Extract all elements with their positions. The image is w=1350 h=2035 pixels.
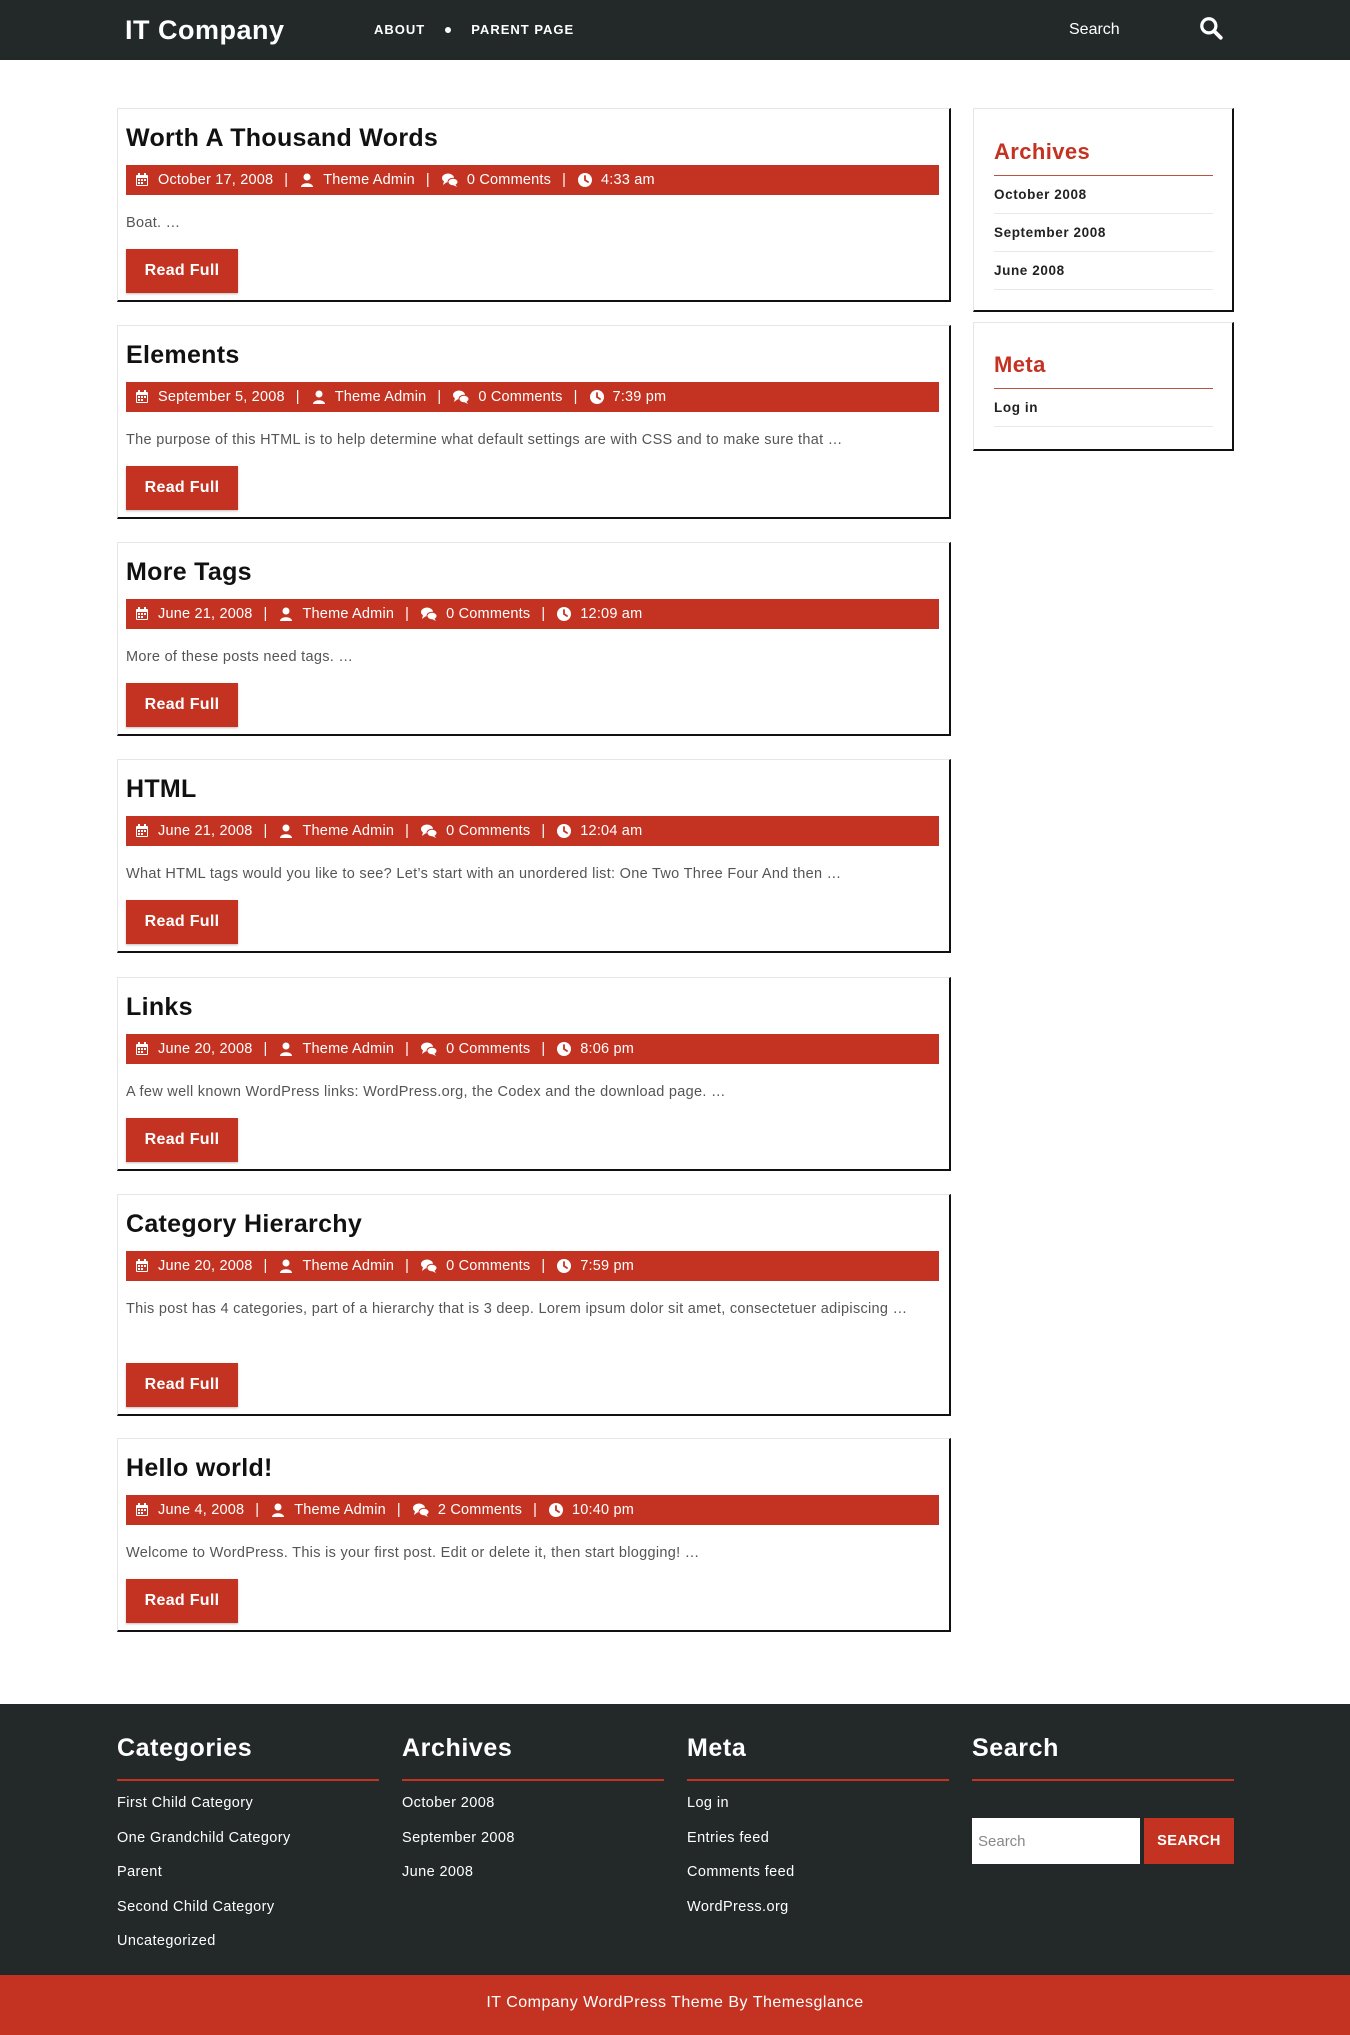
post-title[interactable]: Category Hierarchy (126, 1210, 363, 1238)
post-author[interactable]: Theme Admin (294, 1502, 386, 1518)
widget-title: Meta (994, 352, 1046, 377)
copyright-bar: IT Company WordPress Theme By Themesglance (0, 1975, 1350, 2035)
read-full-button[interactable]: Read Full (126, 1363, 238, 1407)
meta-separator: | (541, 1041, 546, 1057)
meta-link[interactable]: WordPress.org (687, 1898, 789, 1915)
post-card (117, 977, 951, 1171)
post-comments[interactable]: 2 Comments (437, 1502, 523, 1518)
post-author[interactable]: Theme Admin (302, 1041, 395, 1057)
post-excerpt: Boat. … (126, 215, 181, 231)
comments-icon (452, 389, 470, 405)
site-header (0, 0, 1350, 60)
footer-archives-list (402, 1793, 664, 1897)
post-title[interactable]: Worth A Thousand Words (126, 124, 439, 152)
post-time: 8:06 pm (580, 1041, 635, 1057)
post-title[interactable]: HTML (126, 775, 197, 803)
footer-divider (117, 1779, 379, 1781)
site-footer (0, 1704, 1350, 1975)
post-comments[interactable]: 0 Comments (446, 1041, 531, 1057)
post-meta-bar (126, 1495, 939, 1525)
post-date[interactable]: June 21, 2008 (158, 606, 253, 622)
sidebar-archives-widget (973, 108, 1234, 312)
post-meta-bar (126, 1034, 939, 1064)
meta-separator: | (425, 172, 430, 188)
user-icon (278, 1258, 294, 1274)
meta-separator: | (263, 1041, 268, 1057)
footer-column-title: Search (972, 1734, 1059, 1762)
user-icon (278, 606, 294, 622)
read-full-button[interactable]: Read Full (126, 249, 238, 293)
footer-divider (687, 1779, 949, 1781)
footer-search-input[interactable] (972, 1818, 1140, 1864)
clock-icon (548, 1502, 564, 1518)
post-author[interactable]: Theme Admin (302, 823, 395, 839)
post-title[interactable]: More Tags (126, 558, 252, 586)
post-excerpt: What HTML tags would you like to see? Let’s start with an unordered list: One Two Three Four And then … (126, 866, 842, 882)
post-excerpt: This post has 4 categories, part of a hierarchy that is 3 deep. Lorem ipsum dolor sit amet, consectetuer adipiscing … (126, 1301, 908, 1317)
post-title[interactable]: Elements (126, 341, 240, 369)
post-excerpt: A few well known WordPress links: WordPress.org, the Codex and the download page. … (126, 1084, 726, 1100)
post-time: 12:04 am (580, 823, 643, 839)
meta-separator: | (263, 1258, 268, 1274)
post-card (117, 1194, 951, 1416)
comments-icon (420, 1258, 438, 1274)
footer-meta (687, 1734, 949, 1931)
meta-separator: | (541, 1258, 546, 1274)
archive-link[interactable]: June 2008 (402, 1864, 474, 1880)
post-author[interactable]: Theme Admin (334, 389, 427, 405)
footer-categories (117, 1734, 379, 1966)
meta-separator: | (295, 389, 300, 405)
post-card (117, 108, 951, 302)
calendar-icon (134, 606, 150, 622)
magnifier-icon[interactable] (1198, 15, 1224, 41)
calendar-icon (134, 389, 150, 405)
meta-separator: | (405, 1258, 410, 1274)
post-card (117, 759, 951, 953)
post-excerpt: Welcome to WordPress. This is your first post. Edit or delete it, then start blogging! … (126, 1545, 700, 1561)
meta-separator: | (437, 389, 442, 405)
category-link[interactable]: One Grandchild Category (117, 1829, 291, 1846)
footer-categories-list (117, 1793, 379, 1966)
user-icon (278, 1041, 294, 1057)
read-full-button[interactable]: Read Full (126, 900, 238, 944)
post-comments[interactable]: 0 Comments (466, 172, 552, 188)
calendar-icon (134, 1041, 150, 1057)
calendar-icon (134, 823, 150, 839)
post-card (117, 325, 951, 519)
post-author[interactable]: Theme Admin (302, 1258, 395, 1274)
clock-icon (577, 172, 593, 188)
post-comments[interactable]: 0 Comments (446, 823, 531, 839)
meta-link[interactable]: Comments feed (687, 1864, 795, 1880)
meta-separator: | (405, 1041, 410, 1057)
post-meta-bar (126, 165, 939, 195)
post-date[interactable]: September 5, 2008 (158, 389, 285, 405)
footer-search-button[interactable]: SEARCH (1144, 1818, 1234, 1864)
comments-icon (412, 1502, 430, 1518)
category-link[interactable]: Uncategorized (117, 1933, 216, 1949)
meta-link-log-in[interactable]: Log in (994, 389, 1213, 427)
footer-search (972, 1734, 1234, 1849)
archive-link[interactable]: October 2008 (402, 1795, 495, 1811)
meta-list (994, 389, 1213, 427)
widget-title: Archives (994, 139, 1091, 164)
post-time: 12:09 am (580, 606, 643, 622)
post-comments[interactable]: 0 Comments (446, 1258, 531, 1274)
post-date[interactable]: June 20, 2008 (158, 1258, 253, 1274)
comments-icon (420, 1041, 438, 1057)
meta-separator: | (541, 606, 546, 622)
sidebar-meta-widget (973, 322, 1234, 451)
footer-search-form (972, 1818, 1234, 1864)
nav-item-about[interactable]: ABOUT (374, 22, 426, 37)
post-meta-bar (126, 1251, 939, 1281)
post-time: 7:39 pm (612, 389, 667, 405)
footer-meta-list (687, 1793, 949, 1931)
meta-separator: | (573, 389, 578, 405)
meta-separator: | (255, 1502, 260, 1518)
category-link[interactable]: Parent (117, 1864, 163, 1880)
post-time: 10:40 pm (572, 1502, 635, 1518)
archive-link[interactable]: September 2008 (402, 1829, 515, 1846)
post-author[interactable]: Theme Admin (302, 606, 395, 622)
user-icon (270, 1502, 286, 1518)
meta-separator: | (405, 606, 410, 622)
header-search-input[interactable] (1060, 18, 1160, 42)
post-title[interactable]: Hello world! (126, 1454, 273, 1482)
post-comments[interactable]: 0 Comments (446, 606, 531, 622)
clock-icon (556, 1258, 572, 1274)
post-time: 7:59 pm (580, 1258, 635, 1274)
post-date[interactable]: June 20, 2008 (158, 1041, 253, 1057)
clock-icon (589, 389, 605, 405)
meta-link[interactable]: Entries feed (687, 1829, 770, 1846)
footer-column-title: Categories (117, 1734, 253, 1762)
category-link[interactable]: First Child Category (117, 1795, 254, 1811)
footer-divider (402, 1779, 664, 1781)
comments-icon (441, 172, 459, 188)
user-icon (311, 389, 327, 405)
user-icon (278, 823, 294, 839)
post-excerpt: More of these posts need tags. … (126, 649, 354, 665)
meta-separator: | (284, 172, 289, 188)
archive-link-october-2008[interactable]: October 2008 (994, 176, 1213, 214)
category-link[interactable]: Second Child Category (117, 1898, 275, 1915)
post-date[interactable]: June 4, 2008 (158, 1502, 245, 1518)
meta-separator: | (396, 1502, 401, 1518)
clock-icon (556, 606, 572, 622)
meta-separator: | (562, 172, 567, 188)
archives-list (994, 176, 1213, 290)
user-icon (299, 172, 315, 188)
comments-icon (420, 606, 438, 622)
meta-link[interactable]: Log in (687, 1795, 729, 1811)
post-meta-bar (126, 599, 939, 629)
footer-column-title: Meta (687, 1734, 747, 1762)
meta-separator: | (533, 1502, 538, 1518)
post-meta-bar (126, 816, 939, 846)
post-excerpt: The purpose of this HTML is to help determine what default settings are with CSS and to make sure that … (126, 432, 843, 448)
meta-separator: | (263, 606, 268, 622)
post-card (117, 542, 951, 736)
nav-item-parent-page[interactable]: PARENT PAGE (471, 22, 575, 37)
archive-link-september-2008[interactable]: September 2008 (994, 214, 1213, 252)
footer-column-title: Archives (402, 1734, 513, 1762)
read-full-button[interactable]: Read Full (126, 1579, 238, 1623)
calendar-icon (134, 172, 150, 188)
post-time: 4:33 am (601, 172, 655, 188)
meta-separator: | (541, 823, 546, 839)
post-title[interactable]: Links (126, 993, 193, 1021)
comments-icon (420, 823, 438, 839)
clock-icon (556, 1041, 572, 1057)
footer-divider (972, 1779, 1234, 1781)
post-date[interactable]: June 21, 2008 (158, 823, 253, 839)
meta-separator: | (263, 823, 268, 839)
archive-link-june-2008[interactable]: June 2008 (994, 252, 1213, 290)
read-full-button[interactable]: Read Full (126, 466, 238, 510)
footer-archives (402, 1734, 664, 1897)
post-date[interactable]: October 17, 2008 (158, 172, 274, 188)
read-full-button[interactable]: Read Full (126, 1118, 238, 1162)
post-meta-bar (126, 382, 939, 412)
post-card (117, 1438, 951, 1632)
post-comments[interactable]: 0 Comments (478, 389, 563, 405)
read-full-button[interactable]: Read Full (126, 683, 238, 727)
calendar-icon (134, 1502, 150, 1518)
site-title[interactable]: IT Company (125, 15, 285, 45)
meta-separator: | (405, 823, 410, 839)
calendar-icon (134, 1258, 150, 1274)
main-nav (374, 22, 574, 37)
clock-icon (556, 823, 572, 839)
post-author[interactable]: Theme Admin (323, 172, 415, 188)
nav-separator-dot (445, 27, 451, 33)
